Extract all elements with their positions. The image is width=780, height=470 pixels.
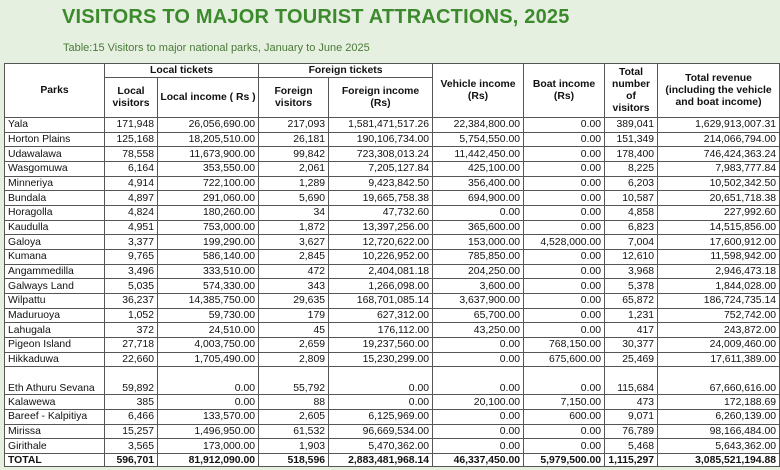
total-revenue-cell: 7,983,777.84 <box>658 161 780 176</box>
total-revenue-cell: 227,992.60 <box>658 205 780 220</box>
park-name: Udawalawa <box>5 147 105 162</box>
vehicle-income: 22,384,800.00 <box>433 118 524 133</box>
boat-income: 0.00 <box>524 293 605 308</box>
table-row <box>5 439 780 454</box>
local-income: 291,060.00 <box>158 191 259 206</box>
vehicle-income: 425,100.00 <box>433 161 524 176</box>
foreign-income: 19,665,758.38 <box>329 191 433 206</box>
total-revenue-cell: 98,166,484.00 <box>658 424 780 439</box>
park-name: Pigeon Island <box>5 337 105 352</box>
local-income: 722,100.00 <box>158 176 259 191</box>
foreign-visitors: 5,690 <box>259 191 329 206</box>
local-income: 199,290.00 <box>158 235 259 250</box>
vehicle-income: 0.00 <box>433 337 524 352</box>
boat-income: 0.00 <box>524 132 605 147</box>
local-income: 59,730.00 <box>158 308 259 323</box>
foreign-income: 7,205,127.84 <box>329 161 433 176</box>
page-title: VISITORS TO MAJOR TOURIST ATTRACTIONS, 2025 <box>62 6 570 28</box>
vehicle-income: 0.00 <box>433 205 524 220</box>
foreign-visitors: 2,845 <box>259 249 329 264</box>
total-revenue-cell: 17,611,389.00 <box>658 352 780 367</box>
local-visitors: 27,718 <box>105 337 158 352</box>
total-revenue-cell: 5,643,362.00 <box>658 439 780 454</box>
total-row <box>5 454 780 467</box>
park-name: Wasgomuwa <box>5 161 105 176</box>
table-row <box>5 235 780 250</box>
park-name: Angammedilla <box>5 264 105 279</box>
total-revenue-cell: 14,515,856.00 <box>658 220 780 235</box>
boat-income: 0.00 <box>524 147 605 162</box>
local-visitors: 3,565 <box>105 439 158 454</box>
boat-income: 0.00 <box>524 118 605 133</box>
boat-income: 0.00 <box>524 264 605 279</box>
foreign-income: 1,581,471,517.26 <box>329 118 433 133</box>
park-name: Minneriya <box>5 176 105 191</box>
header-total-revenue: Total revenue (including the vehicle and boat income) <box>658 64 780 118</box>
total-revenue-cell: 1,844,028.00 <box>658 279 780 294</box>
foreign-visitors: 29,635 <box>259 293 329 308</box>
foreign-income: 15,230,299.00 <box>329 352 433 367</box>
boat-income: 0.00 <box>524 308 605 323</box>
foreign-visitors: 26,181 <box>259 132 329 147</box>
local-visitors: 4,951 <box>105 220 158 235</box>
park-name: Kumana <box>5 249 105 264</box>
total-visitors-cell: 473 <box>605 395 658 410</box>
total-visitors-cell: 5,468 <box>605 439 658 454</box>
foreign-visitors: 45 <box>259 323 329 338</box>
header-local-tickets: Local tickets <box>105 64 259 78</box>
total-label: TOTAL <box>5 454 105 467</box>
total-visitors-cell: 10,587 <box>605 191 658 206</box>
foreign-visitors: 2,061 <box>259 161 329 176</box>
local-visitors: 36,237 <box>105 293 158 308</box>
vehicle-income: 11,442,450.00 <box>433 147 524 162</box>
local-visitors: 4,914 <box>105 176 158 191</box>
header-foreign-tickets: Foreign tickets <box>259 64 433 78</box>
park-name: Horton Plains <box>5 132 105 147</box>
park-name: Yala <box>5 118 105 133</box>
total-visitors: 1,115,297 <box>605 454 658 467</box>
park-name: Wilpattu <box>5 293 105 308</box>
total-visitors-cell: 76,789 <box>605 424 658 439</box>
foreign-income: 9,423,842.50 <box>329 176 433 191</box>
table-row <box>5 132 780 147</box>
boat-income: 0.00 <box>524 161 605 176</box>
foreign-visitors: 1,872 <box>259 220 329 235</box>
foreign-income: 12,720,622.00 <box>329 235 433 250</box>
boat-income: 0.00 <box>524 220 605 235</box>
table-row <box>5 176 780 191</box>
total-revenue-cell: 6,260,139.00 <box>658 410 780 425</box>
table-row <box>5 323 780 338</box>
local-income: 574,330.00 <box>158 279 259 294</box>
park-name: Bundala <box>5 191 105 206</box>
park-name: Mirissa <box>5 424 105 439</box>
foreign-income: 0.00 <box>329 367 433 395</box>
park-name: Eth Athuru Sevana <box>5 367 105 395</box>
total-visitors-cell: 25,469 <box>605 352 658 367</box>
table-row <box>5 308 780 323</box>
total-visitors-cell: 4,858 <box>605 205 658 220</box>
local-income: 586,140.00 <box>158 249 259 264</box>
vehicle-income: 43,250.00 <box>433 323 524 338</box>
local-visitors: 59,892 <box>105 367 158 395</box>
vehicle-income: 365,600.00 <box>433 220 524 235</box>
boat-income: 4,528,000.00 <box>524 235 605 250</box>
table-row <box>5 147 780 162</box>
foreign-income: 627,312.00 <box>329 308 433 323</box>
total-visitors-cell: 9,071 <box>605 410 658 425</box>
total-visitors-cell: 30,377 <box>605 337 658 352</box>
header-foreign-income: Foreign income (Rs) <box>329 78 433 118</box>
park-name: Kalawewa <box>5 395 105 410</box>
foreign-visitors: 3,627 <box>259 235 329 250</box>
foreign-income: 13,397,256.00 <box>329 220 433 235</box>
foreign-income: 47,732.60 <box>329 205 433 220</box>
table-row <box>5 191 780 206</box>
boat-income: 7,150.00 <box>524 395 605 410</box>
boat-income: 600.00 <box>524 410 605 425</box>
local-visitors: 171,948 <box>105 118 158 133</box>
vehicle-income: 153,000.00 <box>433 235 524 250</box>
foreign-visitors: 88 <box>259 395 329 410</box>
local-income: 4,003,750.00 <box>158 337 259 352</box>
total-revenue-cell: 24,009,460.00 <box>658 337 780 352</box>
table-row <box>5 205 780 220</box>
table-row <box>5 118 780 133</box>
table-row <box>5 395 780 410</box>
foreign-visitors: 99,842 <box>259 147 329 162</box>
foreign-visitors: 1,289 <box>259 176 329 191</box>
foreign-income: 190,106,734.00 <box>329 132 433 147</box>
vehicle-income: 3,600.00 <box>433 279 524 294</box>
foreign-income: 19,237,560.00 <box>329 337 433 352</box>
vehicle-income: 3,637,900.00 <box>433 293 524 308</box>
park-name: Galoya <box>5 235 105 250</box>
total-visitors-cell: 389,041 <box>605 118 658 133</box>
total-visitors-cell: 115,684 <box>605 367 658 395</box>
total-visitors-cell: 7,004 <box>605 235 658 250</box>
table-caption: Table:15 Visitors to major national parks, January to June 2025 <box>63 42 370 54</box>
local-visitors: 3,377 <box>105 235 158 250</box>
vehicle-income: 694,900.00 <box>433 191 524 206</box>
table-row <box>5 279 780 294</box>
header-foreign-visitors: Foreign visitors <box>259 78 329 118</box>
foreign-visitors: 1,903 <box>259 439 329 454</box>
total-revenue-cell: 243,872.00 <box>658 323 780 338</box>
table-body <box>5 118 780 454</box>
foreign-income: 723,308,013.24 <box>329 147 433 162</box>
local-income: 0.00 <box>158 367 259 395</box>
foreign-income: 0.00 <box>329 395 433 410</box>
local-income: 173,000.00 <box>158 439 259 454</box>
visitors-table <box>4 63 780 467</box>
header-local-visitors: Local visitors <box>105 78 158 118</box>
total-revenue-cell: 2,946,473.18 <box>658 264 780 279</box>
local-visitors: 9,765 <box>105 249 158 264</box>
total-visitors-cell: 8,225 <box>605 161 658 176</box>
total-visitors-cell: 12,610 <box>605 249 658 264</box>
boat-income: 675,600.00 <box>524 352 605 367</box>
boat-income: 0.00 <box>524 249 605 264</box>
table-row <box>5 220 780 235</box>
total-boat-income: 5,979,500.00 <box>524 454 605 467</box>
local-visitors: 78,558 <box>105 147 158 162</box>
total-revenue-cell: 746,424,363.24 <box>658 147 780 162</box>
vehicle-income: 0.00 <box>433 410 524 425</box>
local-income: 24,510.00 <box>158 323 259 338</box>
boat-income: 768,150.00 <box>524 337 605 352</box>
park-name: Kaudulla <box>5 220 105 235</box>
total-revenue-cell: 172,188.69 <box>658 395 780 410</box>
foreign-income: 176,112.00 <box>329 323 433 338</box>
boat-income: 0.00 <box>524 367 605 395</box>
local-income: 18,205,510.00 <box>158 132 259 147</box>
foreign-visitors: 55,792 <box>259 367 329 395</box>
total-visitors-cell: 5,378 <box>605 279 658 294</box>
park-name: Girithale <box>5 439 105 454</box>
foreign-visitors: 2,605 <box>259 410 329 425</box>
foreign-visitors: 343 <box>259 279 329 294</box>
park-name: Galways Land <box>5 279 105 294</box>
park-name: Hikkaduwa <box>5 352 105 367</box>
header-boat-income: Boat income (Rs) <box>524 64 605 118</box>
park-name: Lahugala <box>5 323 105 338</box>
local-income: 333,510.00 <box>158 264 259 279</box>
total-revenue-cell: 11,598,942.00 <box>658 249 780 264</box>
table-row <box>5 424 780 439</box>
local-income: 133,570.00 <box>158 410 259 425</box>
local-visitors: 6,164 <box>105 161 158 176</box>
local-visitors: 4,824 <box>105 205 158 220</box>
local-income: 0.00 <box>158 395 259 410</box>
total-revenue: 3,085,521,194.88 <box>658 454 780 467</box>
boat-income: 0.00 <box>524 439 605 454</box>
foreign-visitors: 2,809 <box>259 352 329 367</box>
table-row <box>5 293 780 308</box>
vehicle-income: 5,754,550.00 <box>433 132 524 147</box>
foreign-income: 5,470,362.00 <box>329 439 433 454</box>
total-foreign-income: 2,883,481,968.14 <box>329 454 433 467</box>
header-total-visitors: Total number of visitors <box>605 64 658 118</box>
local-income: 180,260.00 <box>158 205 259 220</box>
local-income: 14,385,750.00 <box>158 293 259 308</box>
table-row <box>5 367 780 395</box>
local-visitors: 3,496 <box>105 264 158 279</box>
foreign-income: 6,125,969.00 <box>329 410 433 425</box>
boat-income: 0.00 <box>524 279 605 294</box>
total-revenue-cell: 10,502,342.50 <box>658 176 780 191</box>
header-vehicle-income: Vehicle income (Rs) <box>433 64 524 118</box>
table-row <box>5 264 780 279</box>
local-visitors: 385 <box>105 395 158 410</box>
foreign-visitors: 2,659 <box>259 337 329 352</box>
park-name: Horagolla <box>5 205 105 220</box>
vehicle-income: 0.00 <box>433 439 524 454</box>
total-visitors-cell: 151,349 <box>605 132 658 147</box>
boat-income: 0.00 <box>524 191 605 206</box>
local-income: 11,673,900.00 <box>158 147 259 162</box>
foreign-visitors: 217,093 <box>259 118 329 133</box>
foreign-visitors: 472 <box>259 264 329 279</box>
vehicle-income: 204,250.00 <box>433 264 524 279</box>
local-income: 1,496,950.00 <box>158 424 259 439</box>
total-revenue-cell: 17,600,912.00 <box>658 235 780 250</box>
vehicle-income: 20,100.00 <box>433 395 524 410</box>
total-visitors-cell: 1,231 <box>605 308 658 323</box>
total-revenue-cell: 20,651,718.38 <box>658 191 780 206</box>
local-visitors: 22,660 <box>105 352 158 367</box>
local-income: 353,550.00 <box>158 161 259 176</box>
local-visitors: 125,168 <box>105 132 158 147</box>
park-name: Maduruoya <box>5 308 105 323</box>
total-revenue-cell: 752,742.00 <box>658 308 780 323</box>
foreign-income: 96,669,534.00 <box>329 424 433 439</box>
total-foreign-visitors: 518,596 <box>259 454 329 467</box>
table-row <box>5 352 780 367</box>
total-local-visitors: 596,701 <box>105 454 158 467</box>
park-name: Bareef - Kalpitiya <box>5 410 105 425</box>
foreign-income: 168,701,085.14 <box>329 293 433 308</box>
local-visitors: 372 <box>105 323 158 338</box>
vehicle-income: 0.00 <box>433 367 524 395</box>
local-income: 753,000.00 <box>158 220 259 235</box>
local-visitors: 4,897 <box>105 191 158 206</box>
header-parks: Parks <box>5 64 105 118</box>
table-row <box>5 337 780 352</box>
total-vehicle-income: 46,337,450.00 <box>433 454 524 467</box>
total-revenue-cell: 186,724,735.14 <box>658 293 780 308</box>
vehicle-income: 356,400.00 <box>433 176 524 191</box>
vehicle-income: 65,700.00 <box>433 308 524 323</box>
local-income: 26,056,690.00 <box>158 118 259 133</box>
boat-income: 0.00 <box>524 424 605 439</box>
boat-income: 0.00 <box>524 176 605 191</box>
table-row <box>5 161 780 176</box>
foreign-income: 1,266,098.00 <box>329 279 433 294</box>
vehicle-income: 0.00 <box>433 352 524 367</box>
header-local-income: Local income ( Rs ) <box>158 78 259 118</box>
local-visitors: 5,035 <box>105 279 158 294</box>
total-visitors-cell: 6,823 <box>605 220 658 235</box>
foreign-visitors: 179 <box>259 308 329 323</box>
local-visitors: 15,257 <box>105 424 158 439</box>
total-revenue-cell: 214,066,794.00 <box>658 132 780 147</box>
local-visitors: 1,052 <box>105 308 158 323</box>
boat-income: 0.00 <box>524 323 605 338</box>
total-visitors-cell: 65,872 <box>605 293 658 308</box>
foreign-visitors: 61,532 <box>259 424 329 439</box>
total-visitors-cell: 178,400 <box>605 147 658 162</box>
total-visitors-cell: 6,203 <box>605 176 658 191</box>
total-local-income: 81,912,090.00 <box>158 454 259 467</box>
total-revenue-cell: 67,660,616.00 <box>658 367 780 395</box>
total-revenue-cell: 1,629,913,007.31 <box>658 118 780 133</box>
local-visitors: 6,466 <box>105 410 158 425</box>
local-income: 1,705,490.00 <box>158 352 259 367</box>
total-visitors-cell: 3,968 <box>605 264 658 279</box>
table-row <box>5 410 780 425</box>
foreign-income: 10,226,952.00 <box>329 249 433 264</box>
table-row <box>5 249 780 264</box>
foreign-visitors: 34 <box>259 205 329 220</box>
foreign-income: 2,404,081.18 <box>329 264 433 279</box>
total-visitors-cell: 417 <box>605 323 658 338</box>
vehicle-income: 0.00 <box>433 424 524 439</box>
boat-income: 0.00 <box>524 205 605 220</box>
vehicle-income: 785,850.00 <box>433 249 524 264</box>
